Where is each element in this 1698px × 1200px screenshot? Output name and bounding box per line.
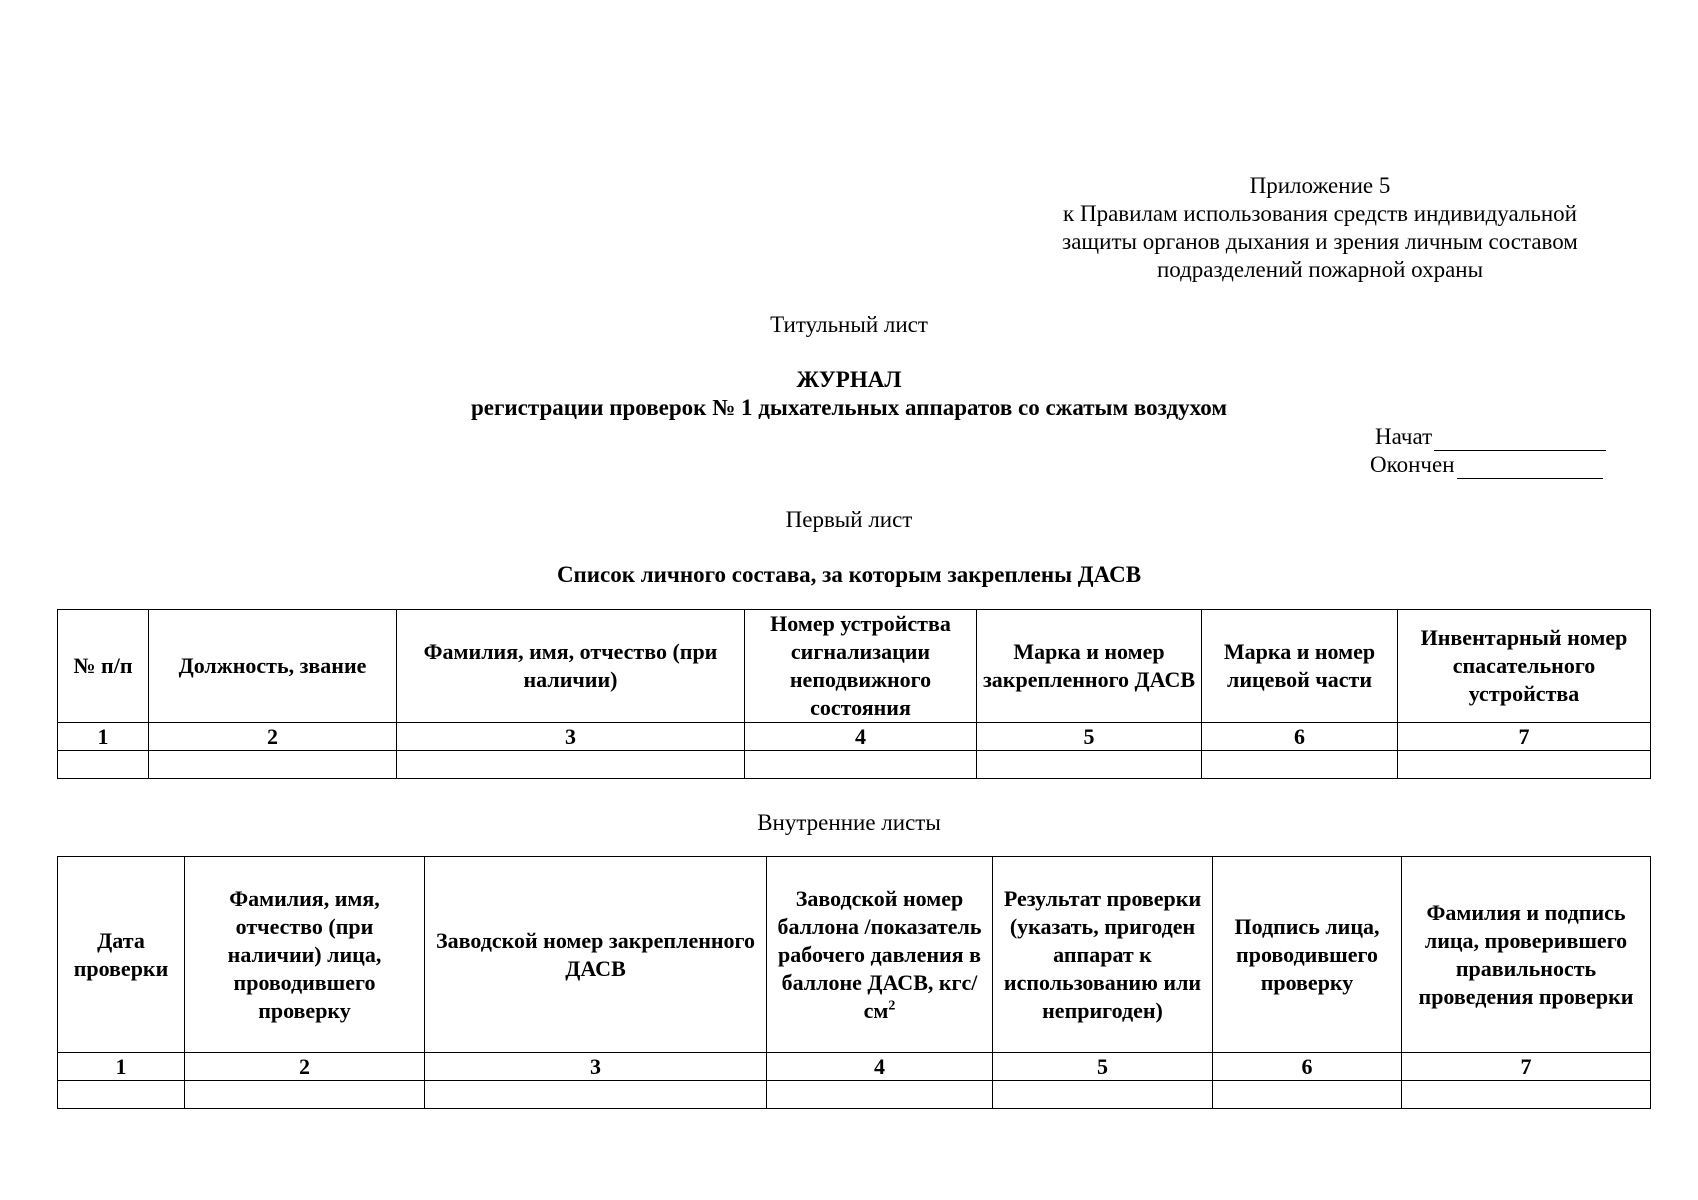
- column-number: 7: [1402, 1053, 1651, 1081]
- dates-block: [1370, 423, 1630, 479]
- first-sheet-label: Первый лист: [785, 507, 913, 532]
- started-label: Начат: [1375, 424, 1433, 449]
- column-header: Фамилия, имя, отчество (при наличии) лица, проводившего проверку: [185, 857, 425, 1053]
- column-header: Подпись лица, проводившего проверку: [1213, 857, 1402, 1053]
- empty-cell: [58, 751, 149, 779]
- inner-sheets-label: Внутренние листы: [757, 810, 941, 835]
- column-header: № п/п: [58, 610, 149, 723]
- empty-cell: [767, 1081, 993, 1109]
- table-header-row: [58, 857, 1651, 1053]
- column-header: Марка и номер лицевой части: [1202, 610, 1398, 723]
- column-number: 2: [149, 723, 397, 751]
- column-number: 3: [397, 723, 745, 751]
- column-header: Результат проверки (указать, пригоден аппарат к использованию или непригоден): [993, 857, 1213, 1053]
- column-number: 6: [1213, 1053, 1402, 1081]
- column-header: Марка и номер закрепленного ДАСВ: [977, 610, 1202, 723]
- empty-cell: [397, 751, 745, 779]
- empty-cell: [185, 1081, 425, 1109]
- column-number: 7: [1398, 723, 1651, 751]
- journal-title: ЖУРНАЛ: [796, 367, 902, 392]
- column-header-pressure: [767, 857, 993, 1053]
- column-header: Номер устройства сигнализации неподвижного состояния: [745, 610, 977, 723]
- appendix-block: [1010, 172, 1630, 284]
- table-row: [58, 1081, 1651, 1109]
- column-header: Дата проверки: [58, 857, 185, 1053]
- column-header: Фамилия и подпись лица, проверившего правильность проведения проверки: [1402, 857, 1651, 1053]
- list-title: Список личного состава, за которым закреплены ДАСВ: [556, 562, 1142, 587]
- column-number: 6: [1202, 723, 1398, 751]
- column-number: 4: [745, 723, 977, 751]
- title-sheet-label: Титульный лист: [770, 312, 928, 337]
- column-header: Должность, звание: [149, 610, 397, 723]
- column-header: Инвентарный номер спасательного устройства: [1398, 610, 1651, 723]
- column-number: 1: [58, 723, 149, 751]
- column-number: 5: [977, 723, 1202, 751]
- finished-label: Окончен: [1370, 452, 1455, 477]
- empty-cell: [58, 1081, 185, 1109]
- empty-cell: [1202, 751, 1398, 779]
- empty-cell: [1213, 1081, 1402, 1109]
- column-number-row: [58, 723, 1651, 751]
- personnel-table: [57, 609, 1651, 779]
- empty-cell: [1402, 1081, 1651, 1109]
- started-row: [1370, 423, 1630, 451]
- empty-cell: [1398, 751, 1651, 779]
- column-number: 4: [767, 1053, 993, 1081]
- column-header: Фамилия, имя, отчество (при наличии): [397, 610, 745, 723]
- started-blank-line: [1434, 428, 1606, 451]
- column-header-text: Заводской номер баллона /показатель рабочего давления в баллоне ДАСВ, кгс/см: [777, 885, 982, 1023]
- superscript: 2: [888, 998, 896, 1014]
- finished-row: [1370, 451, 1630, 479]
- column-number-row: [58, 1053, 1651, 1081]
- empty-cell: [993, 1081, 1213, 1109]
- inspection-table: [57, 856, 1651, 1109]
- column-number: 1: [58, 1053, 185, 1081]
- appendix-line: защиты органов дыхания и зрения личным составом: [1062, 229, 1578, 254]
- appendix-number: Приложение 5: [1249, 173, 1391, 198]
- column-header: Заводской номер закрепленного ДАСВ: [425, 857, 767, 1053]
- empty-cell: [745, 751, 977, 779]
- column-number: 2: [185, 1053, 425, 1081]
- empty-cell: [425, 1081, 767, 1109]
- table-row: [58, 751, 1651, 779]
- appendix-line: к Правилам использования средств индивидуальной: [1063, 201, 1577, 226]
- finished-blank-line: [1457, 456, 1603, 479]
- empty-cell: [149, 751, 397, 779]
- appendix-line: подразделений пожарной охраны: [1156, 257, 1484, 282]
- column-number: 5: [993, 1053, 1213, 1081]
- column-number: 3: [425, 1053, 767, 1081]
- empty-cell: [977, 751, 1202, 779]
- table-header-row: [58, 610, 1651, 723]
- journal-subtitle: регистрации проверок № 1 дыхательных аппаратов со сжатым воздухом: [470, 395, 1227, 420]
